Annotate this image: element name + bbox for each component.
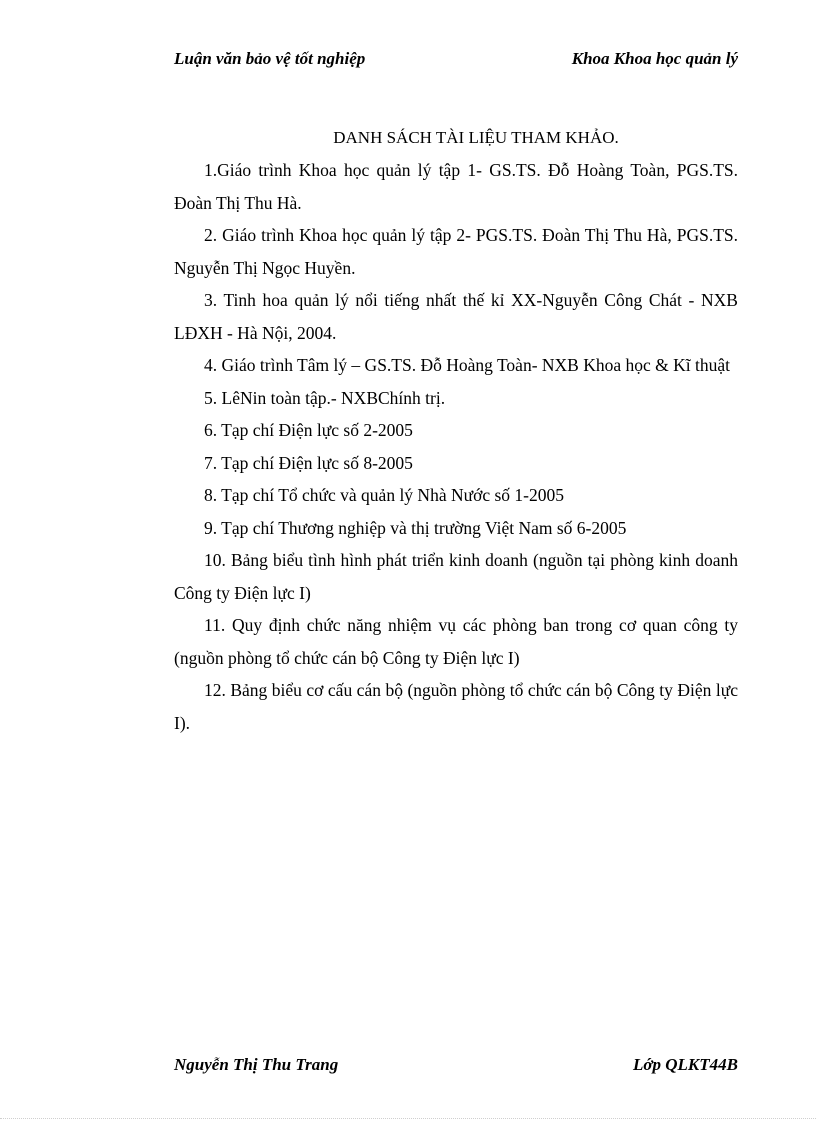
reference-item: 9. Tạp chí Thương nghiệp và thị trường Việt Nam số 6-2005 — [204, 517, 627, 538]
footer-author-name: Nguyễn Thị Thu Trang — [174, 1055, 339, 1074]
reference-item: 10. Bảng biểu tình hình phát triển kinh doanh (nguồn tại phòng kinh doanh Công ty Điện lực I) — [174, 550, 738, 603]
header-thesis-label: Luận văn bảo vệ tốt nghiệp — [174, 49, 366, 68]
reference-item: 6. Tạp chí Điện lực số 2-2005 — [204, 420, 413, 440]
reference-list — [174, 154, 738, 739]
page-title: DANH SÁCH TÀI LIỆU THAM KHẢO. — [333, 128, 619, 147]
reference-item: 5. LêNin toàn tập.- NXBChính trị. — [204, 387, 446, 408]
reference-item: 3. Tinh hoa quản lý nổi tiếng nhất thế kỉ XX-Nguyễn Công Chát - NXB LĐXH - Hà Nội, 2004. — [174, 290, 738, 343]
footer-class-label: Lớp QLKT44B — [633, 1055, 738, 1074]
reference-item: 4. Giáo trình Tâm lý – GS.TS. Đỗ Hoàng Toàn- NXB Khoa học & Kĩ thuật — [204, 355, 730, 375]
reference-item: 11. Quy định chức năng nhiệm vụ các phòng ban trong cơ quan công ty (nguồn phòng tổ chức cán bộ Công ty Điện lực I) — [174, 615, 738, 668]
header-faculty-label: Khoa Khoa học quản lý — [571, 49, 738, 68]
reference-item: 7. Tạp chí Điện lực số 8-2005 — [204, 452, 413, 473]
page-bottom-divider — [0, 1118, 816, 1119]
reference-item: 2. Giáo trình Khoa học quản lý tập 2- PGS.TS. Đoàn Thị Thu Hà, PGS.TS. Nguyễn Thị Ngọc Huyền. — [174, 225, 738, 278]
reference-item: 1.Giáo trình Khoa học quản lý tập 1- GS.TS. Đỗ Hoàng Toàn, PGS.TS. Đoàn Thị Thu Hà. — [174, 160, 738, 213]
reference-item: 8. Tạp chí Tổ chức và quản lý Nhà Nước số 1-2005 — [204, 485, 564, 505]
reference-item: 12. Bảng biểu cơ cấu cán bộ (nguồn phòng tổ chức cán bộ Công ty Điện lực I). — [174, 680, 738, 733]
